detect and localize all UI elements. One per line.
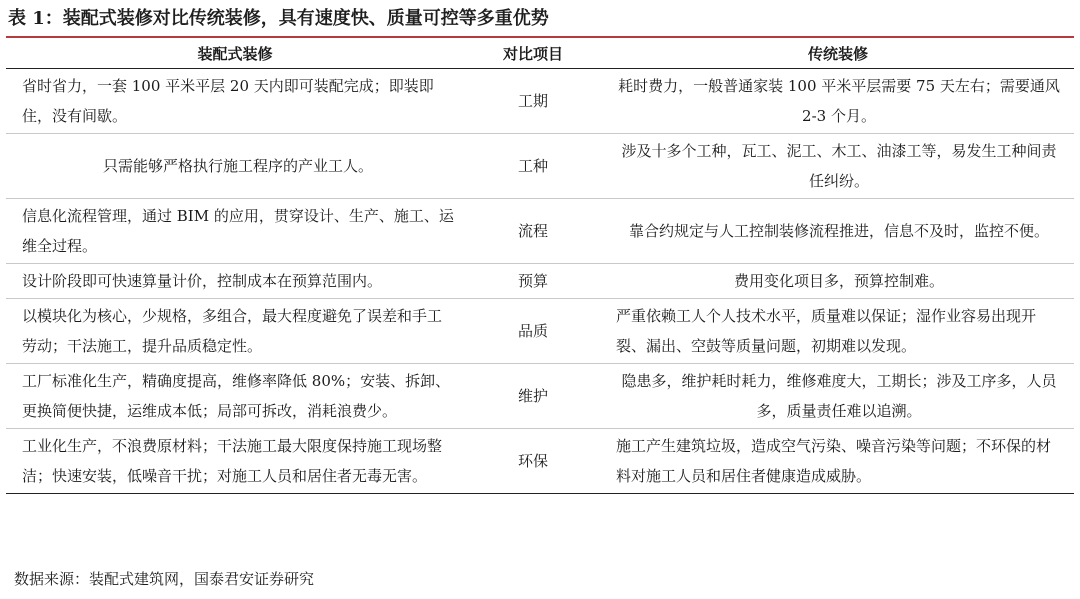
table-title: 表 1：装配式装修对比传统装修，具有速度快、质量可控等多重优势	[8, 8, 549, 29]
cell-prefab: 只需能够严格执行施工程序的产业工人。	[6, 134, 464, 199]
table-row	[6, 264, 1074, 299]
cell-prefab: 信息化流程管理，通过 BIM 的应用，贯穿设计、生产、施工、运维全过程。	[6, 199, 464, 264]
cell-item: 工种	[464, 134, 602, 199]
cell-prefab: 以模块化为核心，少规格，多组合，最大程度避免了误差和手工劳动；干法施工，提升品质稳定性。	[6, 299, 464, 364]
cell-traditional: 靠合约规定与人工控制装修流程推进，信息不及时，监控不便。	[602, 199, 1074, 264]
table-row	[6, 69, 1074, 134]
cell-traditional: 耗时费力，一般普通家装 100 平米平层需要 75 天左右；需要通风 2-3 个月。	[602, 69, 1074, 134]
cell-prefab: 工厂标准化生产，精确度提高，维修率降低 80%；安装、拆卸、更换简便快捷，运维成本低；局部可拆改，消耗浪费少。	[6, 364, 464, 429]
header-prefab: 装配式装修	[6, 38, 464, 69]
cell-item: 品质	[464, 299, 602, 364]
cell-traditional: 涉及十多个工种，瓦工、泥工、木工、油漆工等，易发生工种间责任纠纷。	[602, 134, 1074, 199]
table-row	[6, 134, 1074, 199]
cell-prefab: 设计阶段即可快速算量计价，控制成本在预算范围内。	[6, 264, 464, 299]
table-header-row	[6, 38, 1074, 69]
cell-traditional: 费用变化项目多，预算控制难。	[602, 264, 1074, 299]
cell-prefab: 省时省力，一套 100 平米平层 20 天内即可装配完成；即装即住，没有间歇。	[6, 69, 464, 134]
cell-item: 维护	[464, 364, 602, 429]
table-row	[6, 429, 1074, 494]
table-row	[6, 364, 1074, 429]
source-note: 数据来源：装配式建筑网，国泰君安证券研究	[14, 570, 315, 588]
cell-item: 环保	[464, 429, 602, 494]
table-row	[6, 299, 1074, 364]
table-row	[6, 199, 1074, 264]
cell-item: 预算	[464, 264, 602, 299]
header-item: 对比项目	[464, 38, 602, 69]
cell-item: 流程	[464, 199, 602, 264]
comparison-table	[6, 38, 1074, 494]
header-traditional: 传统装修	[602, 38, 1074, 69]
cell-traditional: 严重依赖工人个人技术水平，质量难以保证；湿作业容易出现开裂、漏出、空鼓等质量问题，初期难以发现。	[602, 299, 1074, 364]
cell-traditional: 隐患多，维护耗时耗力，维修难度大，工期长；涉及工序多，人员多，质量责任难以追溯。	[602, 364, 1074, 429]
cell-prefab: 工业化生产，不浪费原材料；干法施工最大限度保持施工现场整洁；快速安装，低噪音干扰；对施工人员和居住者无毒无害。	[6, 429, 464, 494]
cell-traditional: 施工产生建筑垃圾，造成空气污染、噪音污染等问题；不环保的材料对施工人员和居住者健康造成威胁。	[602, 429, 1074, 494]
cell-item: 工期	[464, 69, 602, 134]
